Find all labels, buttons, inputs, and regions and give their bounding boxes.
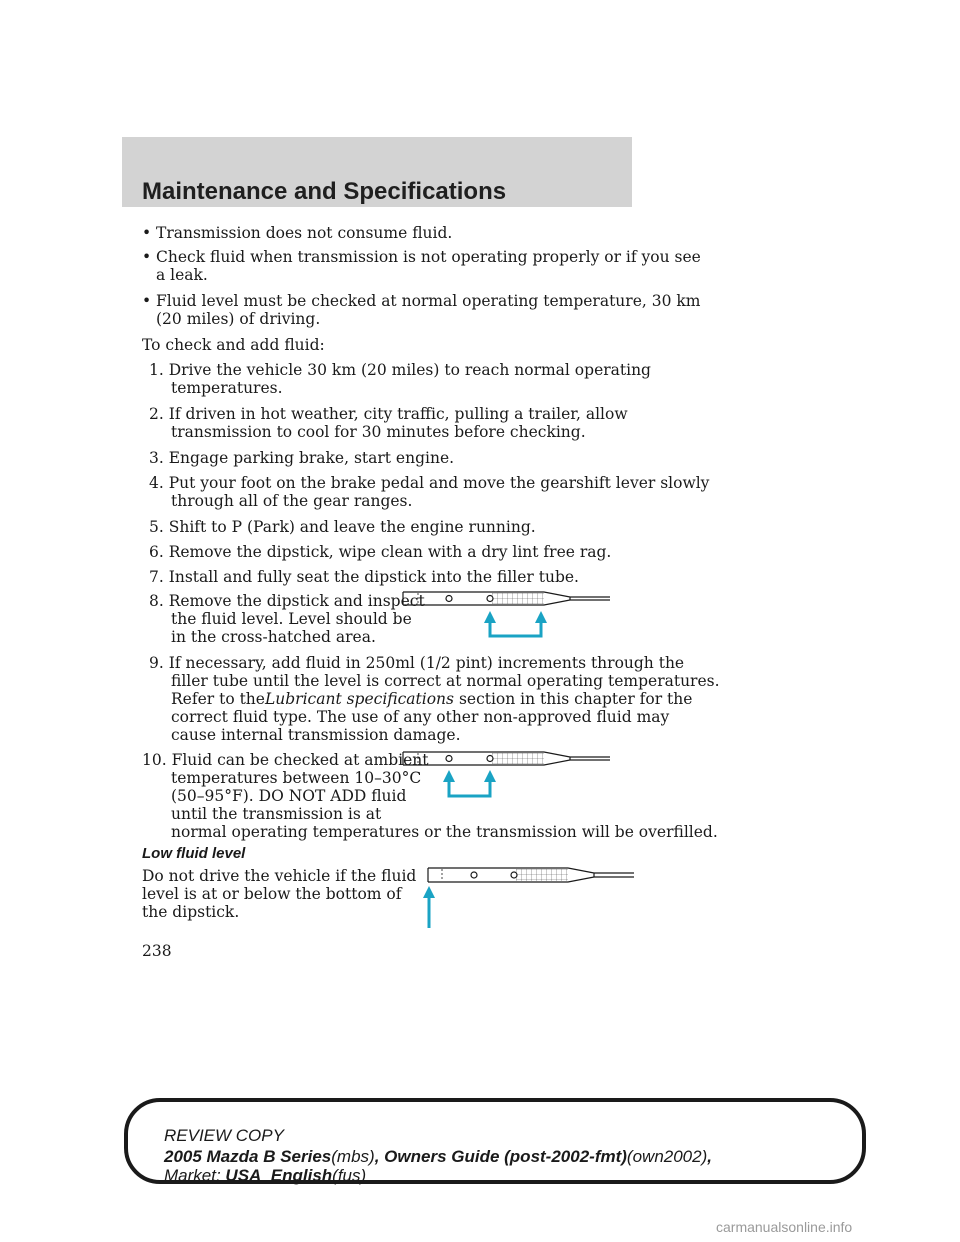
bullet-text: (20 miles) of driving. [156, 310, 321, 328]
step-text: temperatures. [171, 379, 283, 397]
low-fluid-heading: Low fluid level [142, 845, 246, 862]
step-text: in the cross-hatched area. [171, 628, 376, 646]
step-text: 2. If driven in hot weather, city traffic, pulling a trailer, allow [149, 405, 628, 423]
review-copy-document: 2005 Mazda B Series(mbs), Owners Guide (post-2002-fmt)(own2002), [164, 1147, 712, 1166]
step-text: 10. Fluid can be checked at ambient [142, 751, 429, 769]
step-text: cause internal transmission damage. [171, 726, 461, 744]
dipstick-illustration-full [402, 588, 614, 638]
bullet-text: Fluid level must be checked at normal operating temperature, 30 km [156, 292, 701, 310]
low-fluid-text: Do not drive the vehicle if the fluid [142, 867, 417, 885]
bullet-text: Check fluid when transmission is not operating properly or if you see [156, 248, 701, 266]
review-copy-label: REVIEW COPY [164, 1126, 284, 1145]
step-text: filler tube until the level is correct at normal operating temperatures. [171, 672, 720, 690]
page-number: 238 [142, 942, 172, 960]
step-text: 5. Shift to P (Park) and leave the engine running. [149, 518, 536, 536]
dipstick-illustration-ambient [402, 748, 614, 800]
step-text: 3. Engage parking brake, start engine. [149, 449, 455, 467]
intro-text: To check and add fluid: [142, 336, 325, 354]
lubricant-specifications-ref: Lubricant specifications [264, 690, 454, 708]
step-text: through all of the gear ranges. [171, 492, 413, 510]
step-text: 6. Remove the dipstick, wipe clean with a dry lint free rag. [149, 543, 612, 561]
step-text: Refer to theLubricant specifications section in this chapter for the [171, 690, 693, 708]
step-text: transmission to cool for 30 minutes before checking. [171, 423, 586, 441]
step-text: the fluid level. Level should be [171, 610, 412, 628]
bullet-dot: • [142, 292, 152, 310]
dipstick-illustration-low [426, 864, 638, 930]
step-text: correct fluid type. The use of any other non-approved fluid may [171, 708, 670, 726]
bullet-text: Transmission does not consume fluid. [156, 224, 453, 242]
step-text: normal operating temperatures or the transmission will be overfilled. [171, 823, 718, 841]
step-text: temperatures between 10–30°C [171, 769, 422, 787]
step-text: (50–95°F). DO NOT ADD fluid [171, 787, 407, 805]
step-text: 7. Install and fully seat the dipstick into the filler tube. [149, 568, 579, 586]
step-text: until the transmission is at [171, 805, 382, 823]
step-text: 1. Drive the vehicle 30 km (20 miles) to reach normal operating [149, 361, 651, 379]
low-fluid-text: the dipstick. [142, 903, 240, 921]
bullet-dot: • [142, 224, 152, 242]
review-copy-market: Market: USA_English(fus) [164, 1166, 367, 1185]
bullet-text: a leak. [156, 266, 208, 284]
step-text: 4. Put your foot on the brake pedal and move the gearshift lever slowly [149, 474, 710, 492]
step-text: 9. If necessary, add fluid in 250ml (1/2 pint) increments through the [149, 654, 685, 672]
low-fluid-text: level is at or below the bottom of [142, 885, 402, 903]
step-text: 8. Remove the dipstick and inspect [149, 592, 425, 610]
watermark: carmanualsonline.info [716, 1219, 853, 1235]
section-title: Maintenance and Specifications [142, 178, 507, 205]
bullet-dot: • [142, 248, 152, 266]
